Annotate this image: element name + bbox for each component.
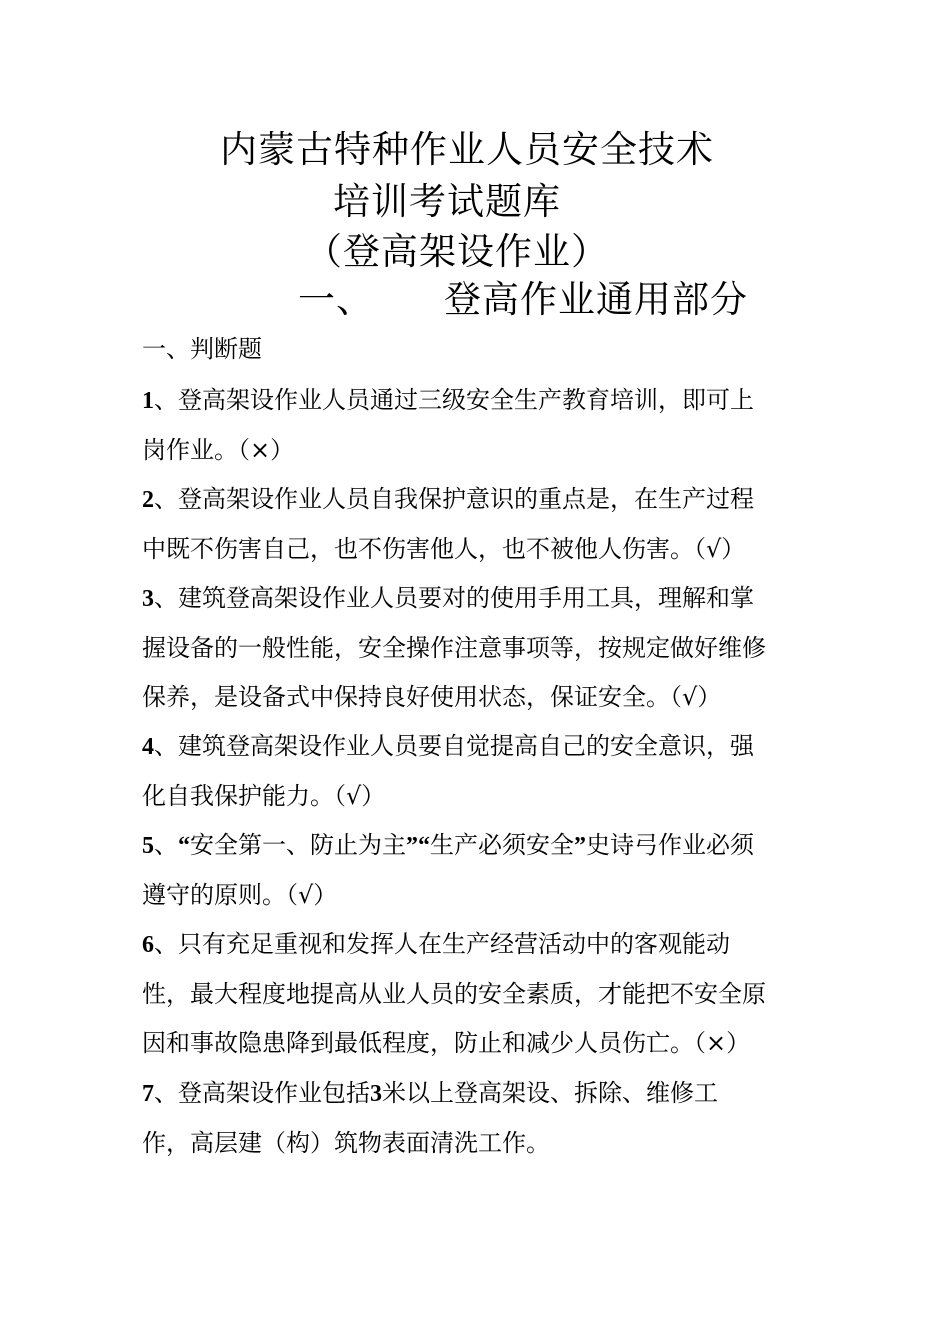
- doc-title-line2: 培训考试题库: [333, 180, 561, 223]
- question-line: 4、建筑登高架设作业人员要自觉提高自己的安全意识，强: [142, 732, 754, 760]
- question-number: 1: [142, 388, 154, 414]
- question-number: 7: [142, 1081, 154, 1107]
- question-line: 因和事故隐患降到最低程度，防止和减少人员伤亡。（×）: [142, 1029, 751, 1057]
- question-line: 6、只有充足重视和发挥人在生产经营活动中的客观能动: [142, 930, 730, 958]
- question-line: 性，最大程度地提高从业人员的安全素质，才能把不安全原: [142, 980, 766, 1008]
- subsection-label: 一、判断题: [142, 335, 262, 363]
- question-number: 2: [142, 487, 154, 513]
- section-heading-number: 一、: [298, 278, 374, 321]
- question-line: 岗作业。（×）: [142, 436, 295, 464]
- question-number: 5: [142, 833, 154, 859]
- question-line: 保养，是设备式中保持良好使用状态，保证安全。（√）: [142, 683, 722, 711]
- question-line: 遵守的原则。（√）: [142, 881, 338, 909]
- doc-title-line1: 内蒙古特种作业人员安全技术: [220, 128, 714, 171]
- question-number: 6: [142, 932, 154, 958]
- question-line: 2、登高架设作业人员自我保护意识的重点是，在生产过程: [142, 485, 754, 513]
- question-4: [142, 722, 822, 821]
- question-number: 4: [142, 734, 154, 760]
- question-7: [142, 1069, 822, 1168]
- question-line: 作，高层建（构）筑物表面清洗工作。: [142, 1129, 550, 1157]
- question-1: [142, 376, 822, 475]
- question-line: 5、“安全第一、防止为主”“生产必须安全”史诗弓作业必须: [142, 831, 754, 859]
- section-heading-text: 登高作业通用部分: [444, 278, 748, 321]
- question-line: 1、登高架设作业人员通过三级安全生产教育培训，即可上: [142, 386, 754, 414]
- question-line: 7、登高架设作业包括3米以上登高架设、拆除、维修工: [142, 1079, 718, 1107]
- question-line: 中既不伤害自己，也不伤害他人，也不被他人伤害。（√）: [142, 535, 746, 563]
- question-2: [142, 475, 822, 574]
- question-line: 化自我保护能力。（√）: [142, 782, 386, 810]
- question-line: 3、建筑登高架设作业人员要对的使用手用工具，理解和掌: [142, 584, 754, 612]
- question-3: [142, 574, 822, 722]
- question-line: 握设备的一般性能，安全操作注意事项等，按规定做好维修: [142, 634, 766, 662]
- section-heading: [298, 278, 748, 322]
- question-5: [142, 821, 822, 920]
- doc-title-line3: （登高架设作业）: [305, 230, 609, 273]
- question-6: [142, 920, 822, 1068]
- question-number: 3: [142, 586, 154, 612]
